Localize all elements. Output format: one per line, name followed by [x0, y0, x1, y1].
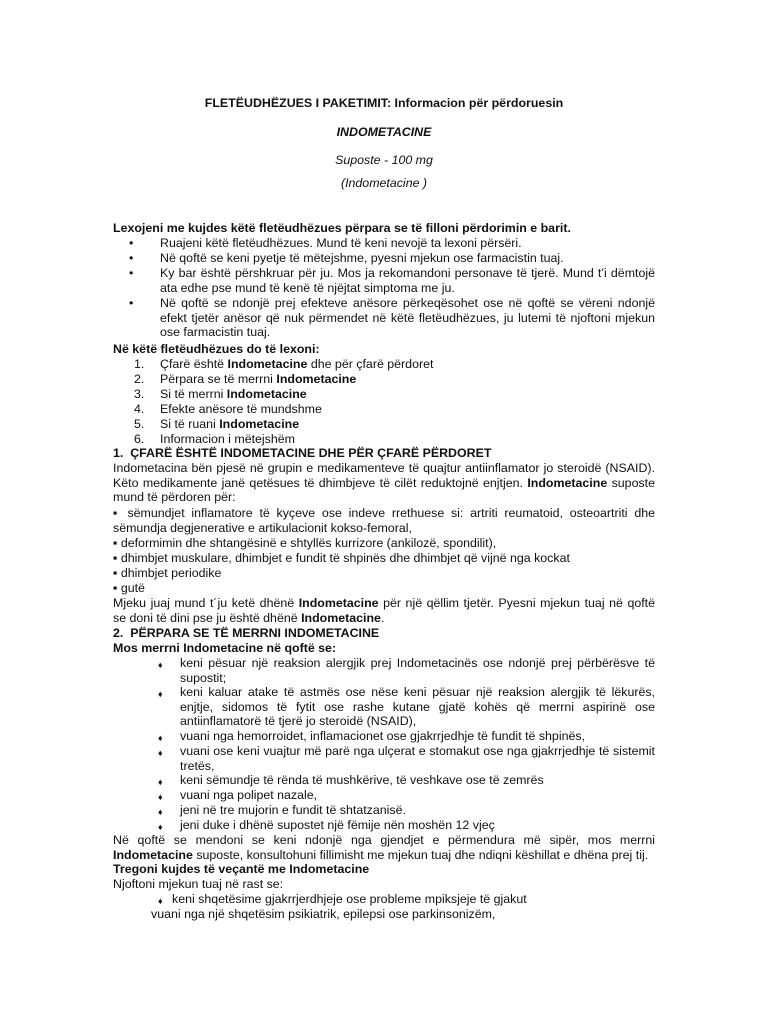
product-inn: (Indometacine ) — [340, 176, 428, 190]
toc-number: 3. — [134, 387, 145, 401]
toc-item: Si të merrni Indometacine — [160, 387, 307, 401]
contra-item: keni pësuar një reaksion alergjik prej Indometacinës ose ndonjë prej përbërësve të supostit; — [180, 656, 655, 685]
section1-heading: 1. ÇFARË ËSHTË INDOMETACINE DHE PËR ÇFARË PËRDORET — [113, 446, 492, 460]
use-item: ▪ gutë — [113, 581, 145, 595]
contra-heading: Mos merrni Indometacine në qoftë se: — [113, 641, 337, 655]
contra-item: vuani ose keni vuajtur më parë nga ulçerat e stomakut ose nga gjakrrjedhje të sistemit tretës, — [180, 744, 655, 773]
diamond-bullet: ♦ — [158, 822, 163, 832]
contra-item: keni kaluar atake të astmës ose nëse keni pësuar një reaksion alergjik të lëkurës, enjtje, sidomos të fytit ose rashe kutane gjatë kohës që merrni aspirinë ose antiinflamatorë të tjerë jo steroidë (NSAID), — [180, 685, 655, 729]
toc-number: 6. — [134, 432, 145, 446]
use-item: ▪ dhimbjet periodike — [113, 566, 222, 580]
care-item: keni shqetësime gjakrrjerdhjeje ose probleme mpiksjeje të gjakut — [172, 892, 527, 906]
care-intro: Njoftoni mjekun tuaj në rast se: — [113, 877, 284, 891]
bullet-dot: • — [129, 266, 134, 280]
contra-item: jeni duke i dhënë supostet një fëmije nën moshën 12 vjeç — [180, 818, 495, 832]
intro-bullet: Ky bar është përshkruar për ju. Mos ja rekomandoni personave të tjerë. Mund t’i dëmtojë ata edhe pse mund të kenë të njëjtat simptoma me ju. — [160, 266, 655, 295]
contra-item: vuani nga hemorroidet, inflamacionet ose gjakrrjedhje të fundit të shpinës, — [180, 729, 586, 743]
section2-warning: Në qoftë se mendoni se keni ndonjë nga gjendjet e përmendura më sipër, mos merrni Indometacine suposte, konsultohuni fillimisht me mjekun tuaj dhe ndiqni këshillat e dhëna prej tij. — [113, 833, 655, 862]
use-item: ▪ sëmundjet inflamatore të kyçeve ose indeve rrethuese si: artriti reumatoid, osteoartriti dhe sëmundja degjenerative e artikulacionit kokso-femoral, — [113, 506, 655, 535]
use-item: ▪ deformimin dhe shtangësinë e shtyllës kurrizore (ankilozë, spondilit), — [113, 536, 497, 550]
product-name: INDOMETACINE — [336, 125, 432, 139]
product-form: Suposte - 100 mg — [335, 153, 433, 167]
care-heading: Tregoni kujdes të veçantë me Indometacine — [113, 862, 370, 876]
diamond-bullet: ♦ — [158, 748, 163, 758]
diamond-bullet: ♦ — [158, 733, 163, 743]
contra-item: jeni në tre mujorin e fundit të shtatzanisë. — [180, 803, 406, 817]
diamond-bullet: ♦ — [158, 689, 163, 699]
leaflet-title: FLETËUDHËZUES I PAKETIMIT: Informacion për përdoruesin — [204, 96, 564, 110]
intro-bullet: Në qoftë se ndonjë prej efekteve anësore përkeqësohet ose në qoftë se vëreni ndonjë efekt tjetër anësor që nuk përmendet në këtë fletëudhëzues, ju lutemi të njoftoni mjekun ose farmacistin tuaj. — [160, 296, 655, 340]
toc-item: Çfarë është Indometacine dhe për çfarë përdoret — [160, 357, 434, 371]
contra-item: keni sëmundje të rënda të mushkërive, të veshkave ose të zemrës — [180, 773, 544, 787]
diamond-bullet: ♦ — [158, 777, 163, 787]
section1-paragraph: Indometacina bën pjesë në grupin e medikamenteve të quajtur antiinflamator jo steroidë (NSAID). Këto medikamente janë qetësues të dhimbjeve të cilët reduktojnë enjtjen. Indometacine suposte mund të përdoren për: — [113, 461, 655, 505]
intro-lead: Lexojeni me kujdes këtë fletëudhëzues përpara se të filloni përdorimin e barit. — [113, 221, 571, 235]
bullet-dot: • — [129, 236, 134, 250]
bullet-dot: • — [129, 296, 134, 310]
bullet-dot: • — [129, 251, 134, 265]
contra-item: vuani nga polipet nazale, — [180, 788, 318, 802]
toc-number: 1. — [134, 357, 145, 371]
diamond-bullet: ♦ — [158, 896, 163, 906]
toc-item: Efekte anësore të mundshme — [160, 402, 322, 416]
use-item: ▪ dhimbjet muskulare, dhimbjet e fundit të shpinës dhe dhimbjet që vijnë nga kockat — [113, 551, 570, 565]
diamond-bullet: ♦ — [158, 660, 163, 670]
toc-heading: Në këtë fletëudhëzues do të lexoni: — [113, 342, 320, 356]
care-item: vuani nga një shqetësim psikiatrik, epilepsi ose parkinsonizëm, — [151, 907, 496, 921]
toc-item: Përpara se të merrni Indometacine — [160, 372, 357, 386]
toc-item: Si të ruani Indometacine — [160, 417, 300, 431]
intro-bullet: Ruajeni këtë fletëudhëzues. Mund të keni nevojë ta lexoni përsëri. — [160, 236, 522, 250]
toc-number: 4. — [134, 402, 145, 416]
section2-heading: 2. PËRPARA SE TË MERRNI INDOMETACINE — [113, 626, 380, 640]
toc-number: 2. — [134, 372, 145, 386]
section1-note: Mjeku juaj mund t´ju ketë dhënë Indometacine për një qëllim tjetër. Pyesni mjekun tuaj në qoftë se doni të dini pse ju është dhënë Indometacine. — [113, 596, 656, 625]
toc-number: 5. — [134, 417, 145, 431]
intro-bullet: Në qoftë se keni pyetje të mëtejshme, pyesni mjekun ose farmacistin tuaj. — [160, 251, 564, 265]
toc-item: Informacion i mëtejshëm — [160, 432, 295, 446]
diamond-bullet: ♦ — [158, 807, 163, 817]
diamond-bullet: ♦ — [158, 792, 163, 802]
